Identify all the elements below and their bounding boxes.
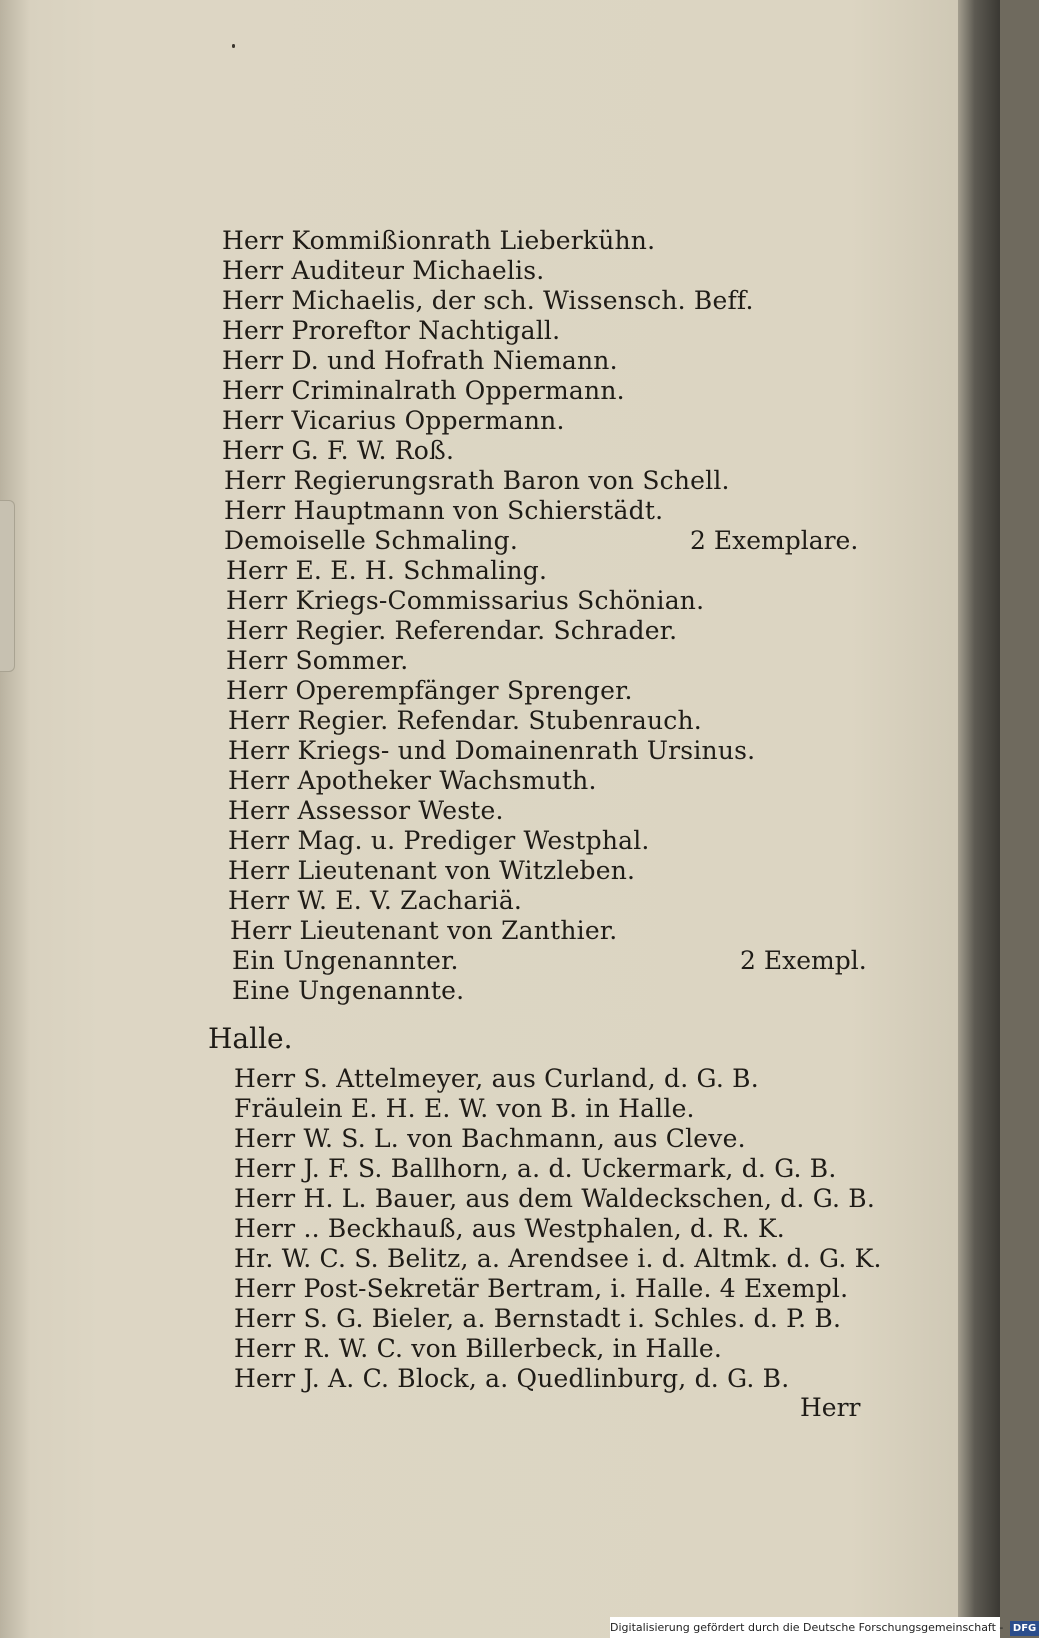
list-item: Ein Ungenannter. (232, 946, 459, 975)
list-item: Fräulein E. H. E. W. von B. in Halle. (234, 1094, 695, 1123)
list-item: Herr Apotheker Wachsmuth. (228, 766, 597, 795)
section-heading-halle: Halle. (208, 1022, 293, 1055)
list-item: Eine Ungenannte. (232, 976, 465, 1005)
list-item: Herr Vicarius Oppermann. (222, 406, 565, 435)
list-item: Herr Kriegs- und Domainenrath Ursinus. (228, 736, 756, 765)
list-item: Herr Regier. Refendar. Stubenrauch. (228, 706, 702, 735)
list-item: Herr H. L. Bauer, aus dem Waldeckschen, d. G. B. (234, 1184, 876, 1213)
list-item: Herr Regier. Referendar. Schrader. (226, 616, 678, 645)
list-item: Herr Kommißionrath Lieberkühn. (222, 226, 656, 255)
list-item: Herr Criminalrath Oppermann. (222, 376, 625, 405)
list-item: Herr Auditeur Michaelis. (222, 256, 545, 285)
footer-text: Digitalisierung gefördert durch die Deutsche Forschungsgemeinschaft - (610, 1621, 1004, 1634)
list-item: Herr Kriegs-Commissarius Schönian. (226, 586, 705, 615)
copies-note: 2 Exemplare. (690, 526, 859, 555)
list-item: Herr .. Beckhauß, aus Westphalen, d. R. K. (234, 1214, 785, 1243)
digitization-footer (610, 1617, 1037, 1638)
list-item: Herr Proreftor Nachtigall. (222, 316, 561, 345)
list-item: Demoiselle Schmaling. (224, 526, 519, 555)
catchword: Herr (800, 1393, 861, 1422)
list-item: Herr S. Attelmeyer, aus Curland, d. G. B. (234, 1064, 759, 1093)
list-item: Herr J. A. C. Block, a. Quedlinburg, d. G. B. (234, 1364, 790, 1393)
list-item: Herr J. F. S. Ballhorn, a. d. Uckermark, d. G. B. (234, 1154, 837, 1183)
list-item: Herr W. E. V. Zachariä. (228, 886, 523, 915)
list-item: Herr Mag. u. Prediger Westphal. (228, 826, 650, 855)
list-item: Herr Post-Sekretär Bertram, i. Halle. 4 Exempl. (234, 1274, 849, 1303)
list-item: Hr. W. C. S. Belitz, a. Arendsee i. d. Altmk. d. G. K. (234, 1244, 882, 1273)
list-item: Herr S. G. Bieler, a. Bernstadt i. Schles. d. P. B. (234, 1304, 842, 1333)
list-item: Herr Regierungsrath Baron von Schell. (224, 466, 730, 495)
list-item: Herr R. W. C. von Billerbeck, in Halle. (234, 1334, 722, 1363)
list-item: Herr Operempfänger Sprenger. (226, 676, 633, 705)
list-item: Herr Lieutenant von Zanthier. (230, 916, 618, 945)
list-item: Herr Sommer. (226, 646, 409, 675)
list-item: Herr G. F. W. Roß. (222, 436, 455, 465)
list-item: Herr Assessor Weste. (228, 796, 504, 825)
list-item: Herr Lieutenant von Witzleben. (228, 856, 636, 885)
list-item: Herr W. S. L. von Bachmann, aus Cleve. (234, 1124, 746, 1153)
dfg-logo: DFG (1010, 1621, 1039, 1636)
list-item: Herr Hauptmann von Schierstädt. (224, 496, 664, 525)
list-item: Herr Michaelis, der sch. Wissensch. Beff. (222, 286, 754, 315)
list-item: Herr E. E. H. Schmaling. (226, 556, 548, 585)
list-item: Herr D. und Hofrath Niemann. (222, 346, 618, 375)
copies-note: 2 Exempl. (740, 946, 867, 975)
